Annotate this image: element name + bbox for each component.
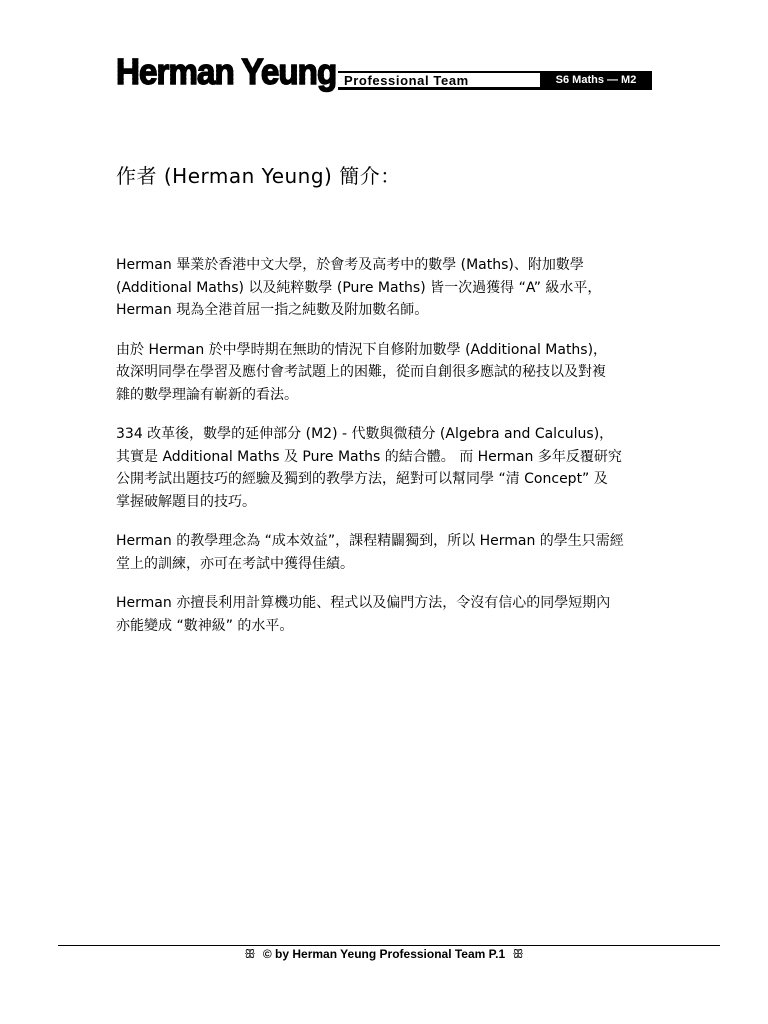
left-ornament-icon: ꕥ <box>244 947 256 961</box>
footer-text: © by Herman Yeung Professional Team P.1 <box>262 947 506 961</box>
page-header <box>116 51 652 94</box>
paragraph-line: 334 改革後，數學的延伸部分 (M2) - 代數與微積分 (Algebra and Calculus)， <box>116 426 614 442</box>
page-title: 作者 (Herman Yeung) 簡介： <box>116 164 401 188</box>
team-label: Professional Team <box>344 73 469 88</box>
right-ornament-icon: ꕥ <box>512 947 524 961</box>
paragraph-line: 掌握破解題目的技巧。 <box>116 493 256 510</box>
paragraph-line: Herman 畢業於香港中文大學，於會考及高考中的數學 (Maths)、附加數學 <box>116 257 584 273</box>
subject-badge: S6 Maths — M2 <box>540 71 652 90</box>
paragraph-1 <box>116 254 656 322</box>
paragraph-line: 公開考試出題技巧的經驗及獨到的教學方法，絕對可以幫同學 “清 Concept” 及 <box>116 471 608 487</box>
paragraph-5 <box>116 592 656 637</box>
paragraph-line: Herman 的教學理念為 “成本效益”，課程精闢獨到，所以 Herman 的學生只需經 <box>116 533 624 549</box>
page-footer <box>0 947 768 962</box>
paragraph-3 <box>116 423 656 513</box>
footer-rule <box>58 945 720 946</box>
paragraph-line: 亦能變成 “數神級” 的水平。 <box>116 617 294 634</box>
paragraph-4 <box>116 530 656 575</box>
paragraph-line: 其實是 Additional Maths 及 Pure Maths 的結合體。 而 Herman 多年反覆研究 <box>116 448 622 465</box>
paragraph-2 <box>116 339 656 407</box>
paragraph-line: 雜的數學理論有嶄新的看法。 <box>116 386 298 403</box>
paragraph-line: 堂上的訓練，亦可在考試中獲得佳績。 <box>116 555 354 572</box>
paragraph-line: Herman 現為全港首屈一指之純數及附加數名師。 <box>116 302 429 318</box>
paragraph-line: 由於 Herman 於中學時期在無助的情況下自修附加數學 (Additional Maths)， <box>116 341 608 358</box>
brand-logo: Herman Yeung <box>116 51 337 92</box>
paragraph-line: Herman 亦擅長利用計算機功能、程式以及偏門方法，令沒有信心的同學短期內 <box>116 595 611 611</box>
paragraph-line: (Additional Maths) 以及純粹數學 (Pure Maths) 皆一次過獲得 “A” 級水平， <box>116 279 602 296</box>
author-intro <box>116 254 656 654</box>
paragraph-line: 故深明同學在學習及應付會考試題上的困難，從而自創很多應試的秘技以及對複 <box>116 364 606 380</box>
